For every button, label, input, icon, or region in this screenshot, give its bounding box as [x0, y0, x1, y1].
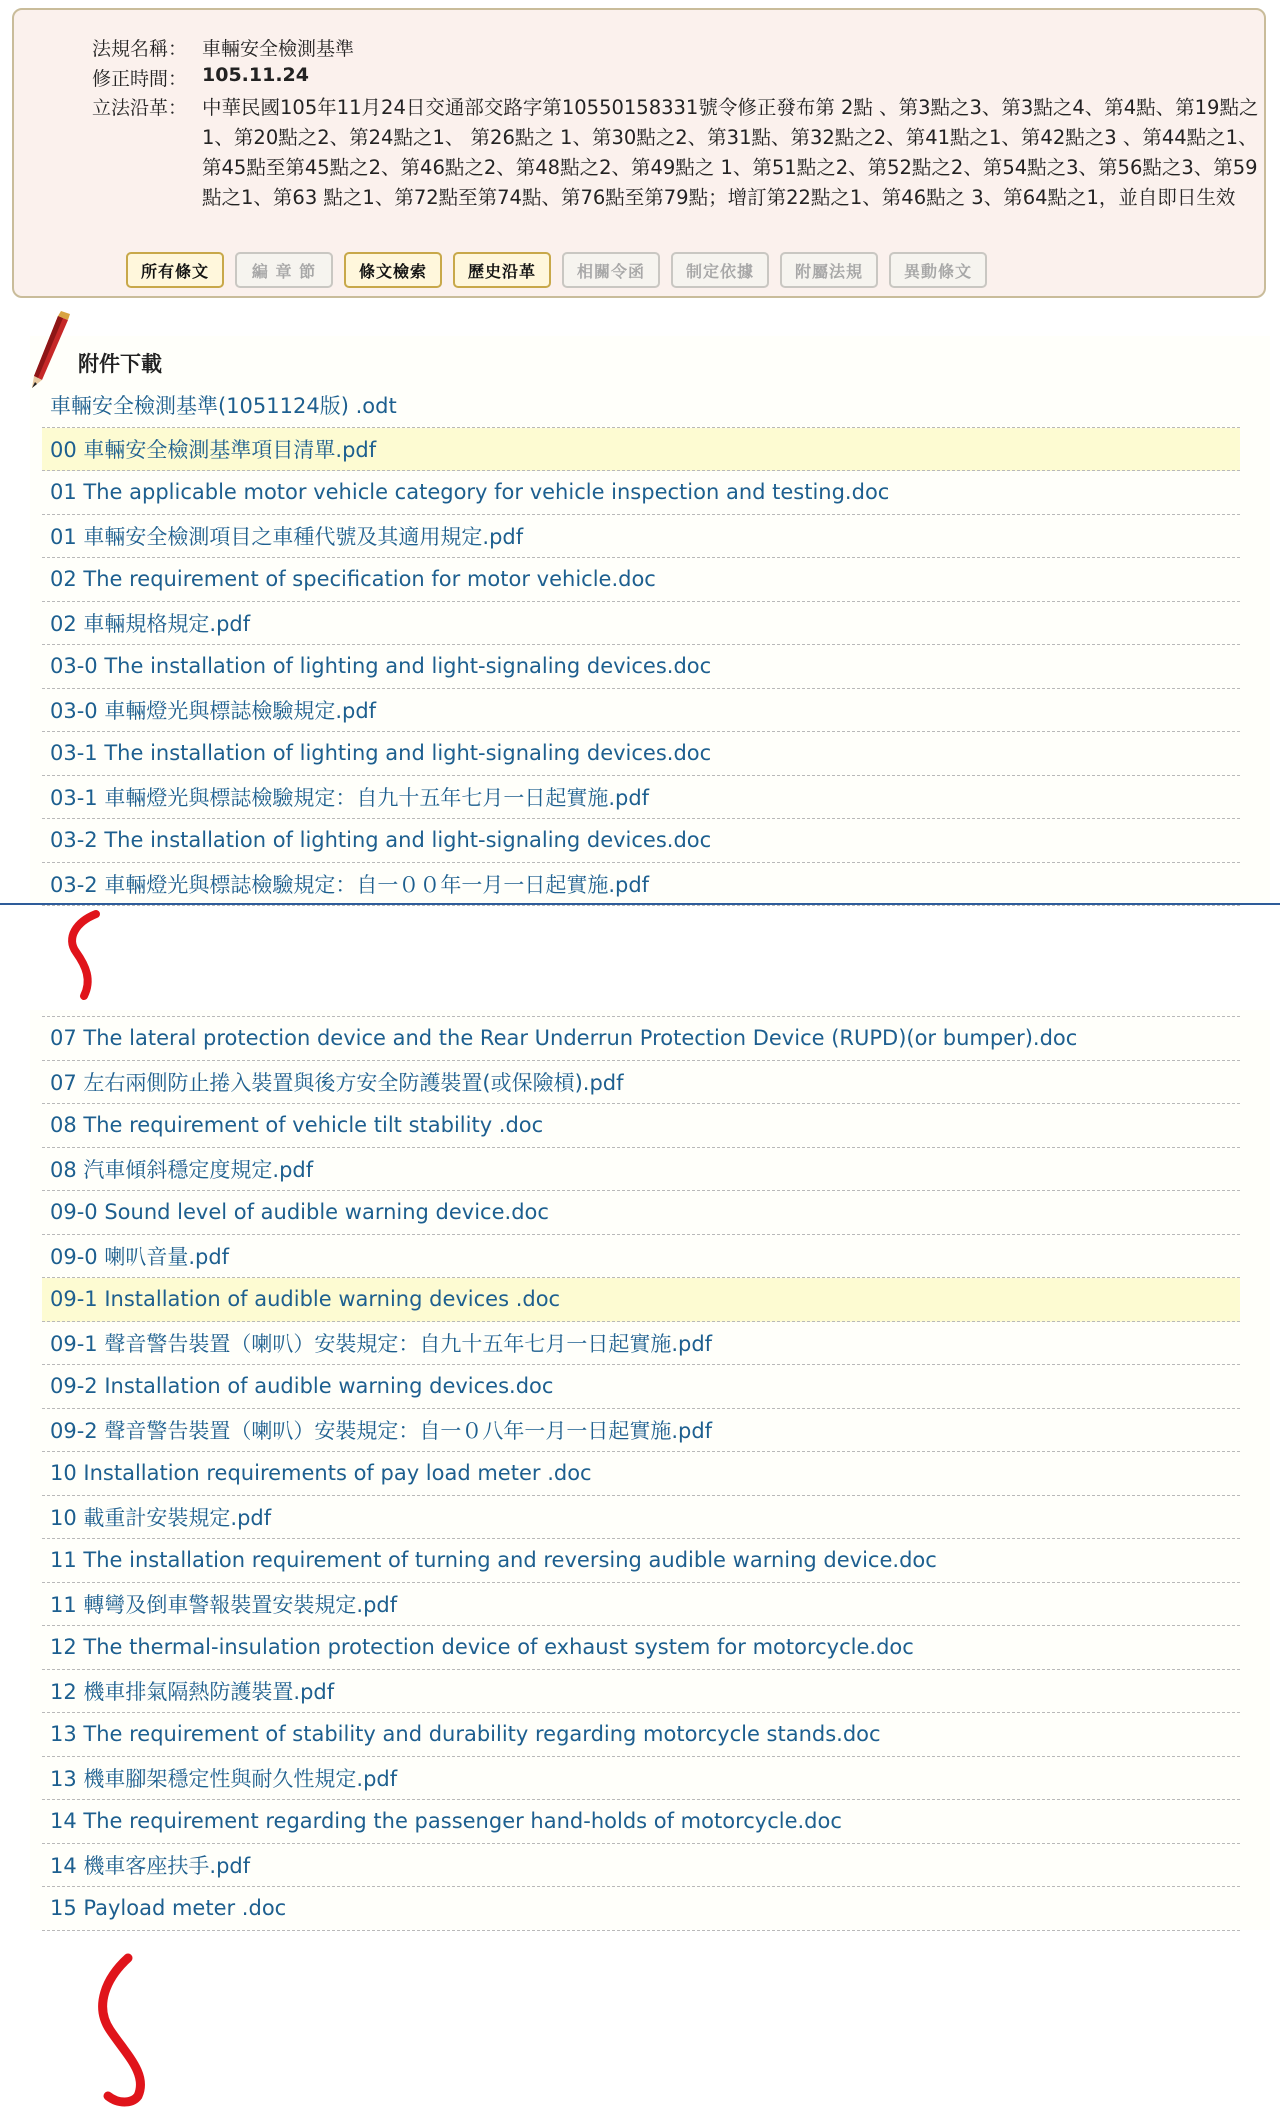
attachment-link[interactable]: 09-0 喇叭音量.pdf [42, 1235, 1240, 1279]
attachment-list-bottom [42, 1017, 1240, 1931]
attachments-header [28, 310, 628, 390]
law-info-box [12, 8, 1266, 298]
attachment-link[interactable]: 03-1 The installation of lighting and light-signaling devices.doc [42, 732, 1240, 776]
law-tab-bar [126, 252, 998, 288]
attachment-link[interactable]: 09-2 聲音警告裝置（喇叭）安裝規定：自一０八年一月一日起實施.pdf [42, 1409, 1240, 1453]
pencil-icon [28, 310, 74, 390]
legislative-history-label: 立法沿革： [92, 97, 188, 119]
tab-all-articles[interactable]: 所有條文 [126, 252, 224, 288]
law-name-row [92, 34, 354, 61]
tab-related-letters[interactable]: 相關令函 [562, 252, 660, 288]
attachment-link[interactable]: 02 The requirement of specification for motor vehicle.doc [42, 558, 1240, 602]
attachment-link[interactable]: 13 The requirement of stability and durability regarding motorcycle stands.doc [42, 1713, 1240, 1757]
attachment-link[interactable]: 01 車輛安全檢測項目之車種代號及其適用規定.pdf [42, 515, 1240, 559]
law-name-value: 車輛安全檢測基準 [202, 38, 355, 60]
tab-amended-articles[interactable]: 異動條文 [889, 252, 987, 288]
attachment-link[interactable]: 07 The lateral protection device and the Rear Underrun Protection Device (RUPD)(or bumper).doc [42, 1017, 1240, 1061]
attachment-link[interactable]: 09-2 Installation of audible warning devices.doc [42, 1365, 1240, 1409]
attachment-link[interactable]: 15 Payload meter .doc [42, 1887, 1240, 1931]
legislative-history-value: 中華民國105年11月24日交通部交路字第10550158331號令修正發布第 2點 、第3點之3、第3點之4、第4點、第19點之1、第20點之2、第24點之1、 第26點之 1、第30點之2、第31點、第32點之2、第41點之1、第42點之3 、第44點之1、第45點至第45點之2、第46點之2、第48點之2、第49點之 1、第51點之2、第52點之2、第54點之3、第56點之3、第59點之1、第63 點之1、第72點至第74點、第76點至第79點；增訂第22點之1、第46點之 3、第64點之1，並自即日生效 [202, 96, 1259, 209]
tab-subsidiary-regulations[interactable]: 附屬法規 [780, 252, 878, 288]
legislative-history-row [92, 93, 1268, 213]
law-name-label: 法規名稱： [92, 38, 188, 60]
page-cut-line [0, 903, 1280, 905]
attachment-link[interactable]: 03-0 The installation of lighting and light-signaling devices.doc [42, 645, 1240, 689]
attachment-link[interactable]: 09-1 聲音警告裝置（喇叭）安裝規定：自九十五年七月一日起實施.pdf [42, 1322, 1240, 1366]
attachment-link[interactable]: 08 汽車傾斜穩定度規定.pdf [42, 1148, 1240, 1192]
attachment-link[interactable]: 11 轉彎及倒車警報裝置安裝規定.pdf [42, 1583, 1240, 1627]
attachment-link[interactable]: 02 車輛規格規定.pdf [42, 602, 1240, 646]
attachment-link[interactable]: 07 左右兩側防止捲入裝置與後方安全防護裝置(或保險槓).pdf [42, 1061, 1240, 1105]
revised-time-value: 105.11.24 [202, 64, 309, 86]
attachment-link[interactable]: 14 The requirement regarding the passenger hand-holds of motorcycle.doc [42, 1800, 1240, 1844]
omission-squiggle-mark-bottom [88, 1950, 168, 2110]
tab-legal-basis[interactable]: 制定依據 [671, 252, 769, 288]
attachment-link[interactable]: 11 The installation requirement of turning and reversing audible warning device.doc [42, 1539, 1240, 1583]
tab-chapters[interactable]: 編 章 節 [235, 252, 333, 288]
attachment-link[interactable]: 03-2 The installation of lighting and light-signaling devices.doc [42, 819, 1240, 863]
attachment-link[interactable]: 03-2 車輛燈光與標誌檢驗規定：自一００年一月一日起實施.pdf [42, 863, 1240, 907]
attachments-title: 附件下載 [78, 352, 162, 376]
attachment-link[interactable]: 14 機車客座扶手.pdf [42, 1844, 1240, 1888]
attachment-link[interactable]: 08 The requirement of vehicle tilt stability .doc [42, 1104, 1240, 1148]
tab-history[interactable]: 歷史沿革 [453, 252, 551, 288]
attachment-link[interactable]: 09-1 Installation of audible warning devices .doc [42, 1278, 1240, 1322]
attachment-link[interactable]: 03-1 車輛燈光與標誌檢驗規定：自九十五年七月一日起實施.pdf [42, 776, 1240, 820]
attachment-link[interactable]: 01 The applicable motor vehicle category for vehicle inspection and testing.doc [42, 471, 1240, 515]
attachment-link[interactable]: 12 The thermal-insulation protection device of exhaust system for motorcycle.doc [42, 1626, 1240, 1670]
revised-time-row [92, 64, 309, 91]
attachment-link[interactable]: 10 Installation requirements of pay load meter .doc [42, 1452, 1240, 1496]
omission-squiggle-mark [62, 908, 112, 1004]
attachment-link[interactable]: 10 載重計安裝規定.pdf [42, 1496, 1240, 1540]
attachment-link[interactable]: 車輛安全檢測基準(1051124版) .odt [42, 384, 1240, 428]
revised-time-label: 修正時間： [92, 68, 188, 90]
attachment-link[interactable]: 03-0 車輛燈光與標誌檢驗規定.pdf [42, 689, 1240, 733]
attachment-link[interactable]: 13 機車腳架穩定性與耐久性規定.pdf [42, 1757, 1240, 1801]
attachment-link[interactable]: 09-0 Sound level of audible warning device.doc [42, 1191, 1240, 1235]
attachment-list-top [42, 384, 1240, 906]
tab-article-search[interactable]: 條文檢索 [344, 252, 442, 288]
attachment-link[interactable]: 12 機車排氣隔熱防護裝置.pdf [42, 1670, 1240, 1714]
attachment-link[interactable]: 00 車輛安全檢測基準項目清單.pdf [42, 428, 1240, 472]
